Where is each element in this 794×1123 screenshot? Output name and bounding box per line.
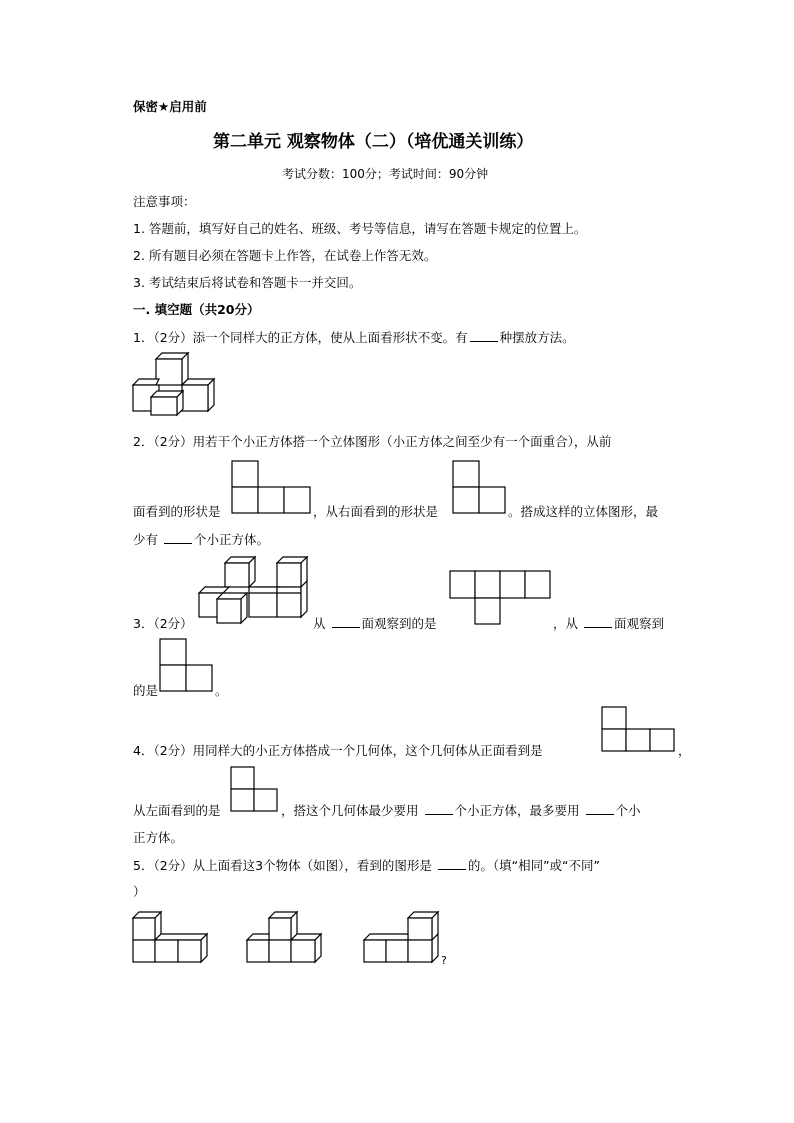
question-2-line3-b: 个小正方体。 [194, 532, 270, 547]
question-5-line1-a: 5．（2分）从上面看这3个物体（如图），看到的图形是 [133, 858, 432, 873]
q3-view-b [159, 638, 215, 694]
answer-blank[interactable] [586, 802, 614, 815]
question-2-line1: 2．（2分）用若干个小正方体搭一个立体图形（小正方体之间至少有一个面重合），从前 [133, 434, 612, 449]
note-item-2: 2. 所有题目必须在答题卡上作答，在试卷上作答无效。 [133, 248, 437, 263]
question-4-line2-d: 个小 [615, 803, 641, 818]
question-4-line1-b: ， [678, 743, 691, 758]
q4-front-view [601, 706, 677, 754]
q5-figure-3 [362, 910, 444, 968]
question-2-line3-a: 少有 [133, 532, 159, 547]
question-3-line2-a: 的是 [133, 683, 159, 698]
q2-right-view [452, 460, 508, 516]
question-2-line2-a: 面看到的形状是 [133, 504, 221, 519]
question-5-line1-b: 的。（填“相同”或“不同” [467, 858, 601, 873]
question-3-text-e: 面观察到 [614, 616, 665, 631]
exam-info: 考试分数：100分；考试时间：90分钟 [282, 167, 489, 181]
question-3-line2-b: 。 [215, 683, 228, 698]
q4-left-view [230, 766, 280, 814]
q5-figure-1 [131, 910, 213, 968]
question-2-line2-c: 。搭成这样的立体图形，最 [508, 504, 659, 519]
question-5-line2: ） [133, 884, 146, 899]
question-4-line2-c: 个小正方体，最多要用 [454, 803, 580, 818]
question-4-line3: 正方体。 [133, 830, 184, 845]
question-1-text-a: 1．（2分）添一个同样大的正方体，使从上面看形状不变。有 [133, 330, 468, 345]
answer-blank[interactable] [584, 615, 612, 628]
question-3-text-b: 从 [313, 616, 326, 631]
answer-blank[interactable] [438, 857, 466, 870]
q3-view-a [449, 570, 555, 626]
question-2-line3 [133, 530, 269, 548]
question-mark: ? [441, 954, 447, 967]
question-4-line2-b: ，搭这个几何体最少要用 [281, 803, 419, 818]
notes-heading: 注意事项： [133, 194, 196, 209]
question-3-text-d: ，从 [553, 616, 579, 631]
answer-blank[interactable] [164, 531, 192, 544]
q5-figure-2 [245, 910, 327, 968]
question-2-line2-b: ，从右面看到的形状是 [313, 504, 439, 519]
page-title: 第二单元 观察物体（二）（培优通关训练） [213, 132, 534, 152]
q2-front-view [231, 460, 313, 516]
note-item-3: 3. 考试结束后将试卷和答题卡一并交回。 [133, 275, 362, 290]
q1-cube-figure [131, 352, 221, 416]
question-5-line1 [133, 856, 600, 874]
answer-blank[interactable] [425, 802, 453, 815]
question-1-text-b: 种摆放方法。 [499, 330, 575, 345]
answer-blank[interactable] [470, 329, 498, 342]
question-4-line2 [281, 801, 641, 819]
question-3-line1 [313, 614, 437, 632]
section-heading: 一. 填空题（共20分） [133, 302, 260, 317]
question-3-text-c: 面观察到的是 [361, 616, 437, 631]
question-4-line2-a: 从左面看到的是 [133, 803, 221, 818]
note-item-1: 1. 答题前，填写好自己的姓名、班级、考号等信息，请写在答题卡规定的位置上。 [133, 221, 587, 236]
question-3-text-a: 3．（2分） [133, 616, 193, 631]
question-1 [133, 328, 575, 346]
q3-cube-figure [198, 555, 313, 627]
confidential-mark: 保密★启用前 [133, 99, 207, 114]
answer-blank[interactable] [332, 615, 360, 628]
question-3-line1-b [553, 614, 664, 632]
question-4-line1-a: 4．（2分）用同样大的小正方体搭成一个几何体，这个几何体从正面看到是 [133, 743, 543, 758]
